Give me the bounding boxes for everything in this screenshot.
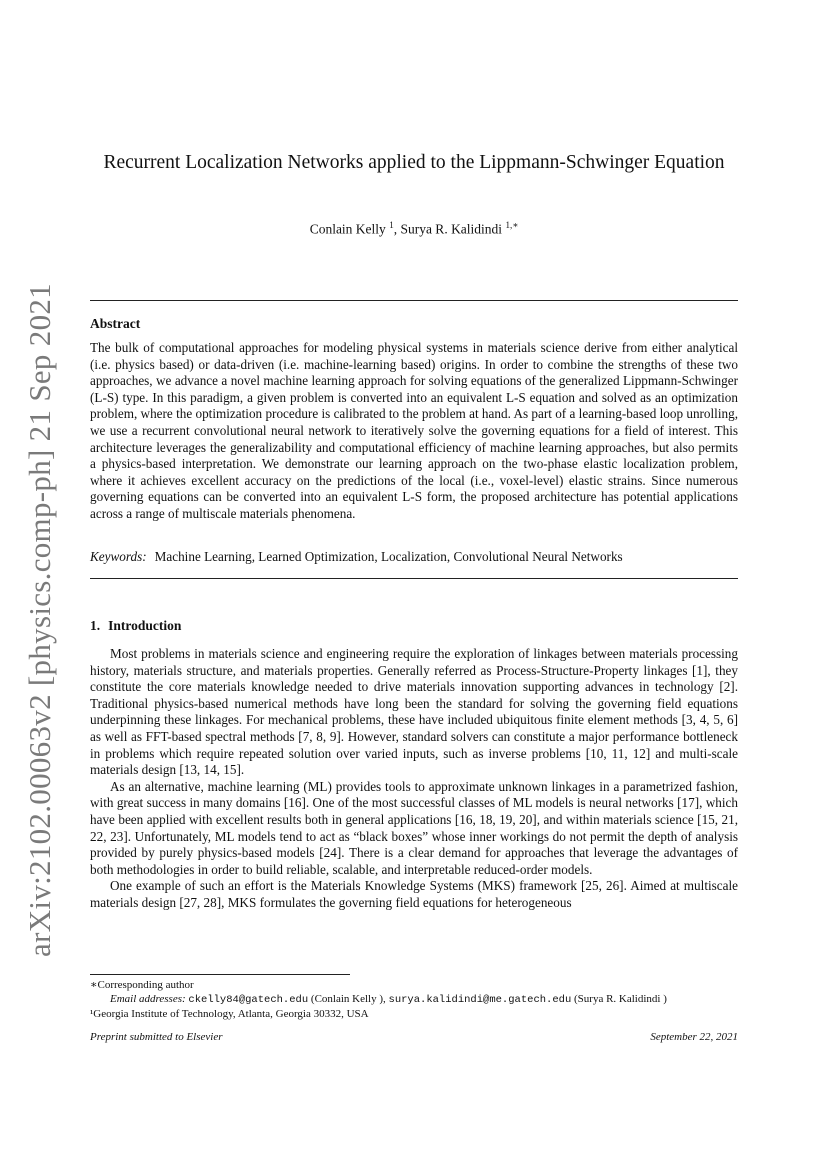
keywords-label: Keywords: [90, 549, 147, 564]
footer-submission: Preprint submitted to Elsevier [90, 1031, 223, 1043]
email-owner: (Conlain Kelly ), [310, 993, 386, 1005]
footnote-divider [90, 974, 350, 975]
footnotes [90, 978, 738, 1021]
arxiv-sidebar [22, 283, 58, 957]
author-affiliation-mark: 1,∗ [505, 220, 519, 230]
section-title: Introduction [108, 618, 182, 633]
arxiv-identifier: arXiv:2102.00063v2 [physics.comp-ph] 21 Sep 2021 [22, 283, 57, 957]
intro-paragraph: One example of such an effort is the Materials Knowledge Systems (MKS) framework [25, 26]. Aimed at multiscale materials design [27, 28], MKS formulates the governing field equations for heterogeneous [90, 878, 738, 910]
introduction-body [90, 646, 738, 912]
footer-date: September 22, 2021 [650, 1031, 738, 1043]
email-addresses-note [90, 992, 738, 1007]
paper-title: Recurrent Localization Networks applied to the Lippmann-Schwinger Equation [103, 152, 725, 173]
intro-paragraph: As an alternative, machine learning (ML) provides tools to approximate unknown linkages in a parametrized fashion, with great success in many domains [16]. One of the most successful classes of ML models is neural networks [17], which have been applied with excellent results both in general applications [16, 18, 19, 20], and within materials science [15, 21, 22, 23]. Unfortunately, ML models tend to act as “black boxes” whose inner workings do not permit the depth of analysis provided by purely physics-based models [24]. There is a clear demand for approaches that leverage the advantages of both methodologies in order to build reliable, scalable, and interpretable reduced-order models. [90, 778, 738, 877]
section-heading [90, 618, 181, 634]
email-link[interactable]: surya.kalidindi@me.gatech.edu [388, 994, 572, 1006]
author-name: Surya R. Kalidindi [400, 221, 503, 237]
email-label: Email addresses: [110, 993, 186, 1005]
abstract-text: The bulk of computational approaches for modeling physical systems in materials science derive from either analytical (i.e. physics based) or data-driven (i.e. machine-learning based) origins. In order to combine the strengths of these two approaches, we advance a novel machine learning approach for solving equations of the generalized Lippmann-Schwinger (L-S) type. In this paradigm, a given problem is converted into an equivalent L-S equation and solved as an optimization problem, where the optimization procedure is calibrated to the problem at hand. As part of a learning-based loop unrolling, we use a recurrent convolutional neural network to iteratively solve the governing equations for a field of interest. This architecture leverages the generalizability and computational efficiency of machine learning approaches, but also permits a physics-based interpretation. We demonstrate our learning approach on the two-phase elastic localization problem, where it achieves excellent accuracy on the predictions of the local (i.e., voxel-level) elastic strains. Since numerous governing equations can be converted into an equivalent L-S form, the proposed architecture has potential applications across a range of multiscale materials phenomena. [90, 340, 738, 521]
top-divider [90, 300, 738, 301]
abstract-heading: Abstract [90, 316, 141, 331]
affiliation-note: ¹Georgia Institute of Technology, Atlanta, Georgia 30332, USA [90, 1008, 369, 1020]
email-link[interactable]: ckelly84@gatech.edu [188, 994, 309, 1006]
keywords-line [90, 549, 738, 565]
intro-paragraph: Most problems in materials science and engineering require the exploration of linkages between materials processing history, materials structure, and materials properties. Generally referred as Process-Structure-Property linkages [1], they constitute the core materials knowledge needed to drive materials innovation supporting advances in technology [2]. Traditional physics-based numerical methods have long been the standard for solving the governing field equations underpinning these linkages. For mechanical problems, these have included ubiquitous finite element methods [3, 4, 5, 6] as well as FFT-based spectral methods [7, 8, 9]. However, standard solvers can constitute a major performance bottleneck in problems which require repeated solution over varied inputs, such as inverse problems [10, 11, 12] and multi-scale materials design [13, 14, 15]. [90, 646, 738, 778]
author-name: Conlain Kelly [309, 221, 386, 237]
keywords-text: Machine Learning, Learned Optimization, Localization, Convolutional Neural Networks [154, 549, 623, 564]
corresponding-author-note: ∗Corresponding author [90, 979, 194, 991]
section-number: 1. [90, 618, 101, 633]
abstract-bottom-divider [90, 578, 738, 579]
author-affiliation-mark: 1 [389, 220, 394, 230]
email-owner: (Surya R. Kalidindi ) [574, 993, 667, 1005]
page-footer [90, 1031, 738, 1043]
author-line: Conlain Kelly $^1$, Surya R. Kalidindi $^{1,∗}$ [309, 220, 519, 237]
